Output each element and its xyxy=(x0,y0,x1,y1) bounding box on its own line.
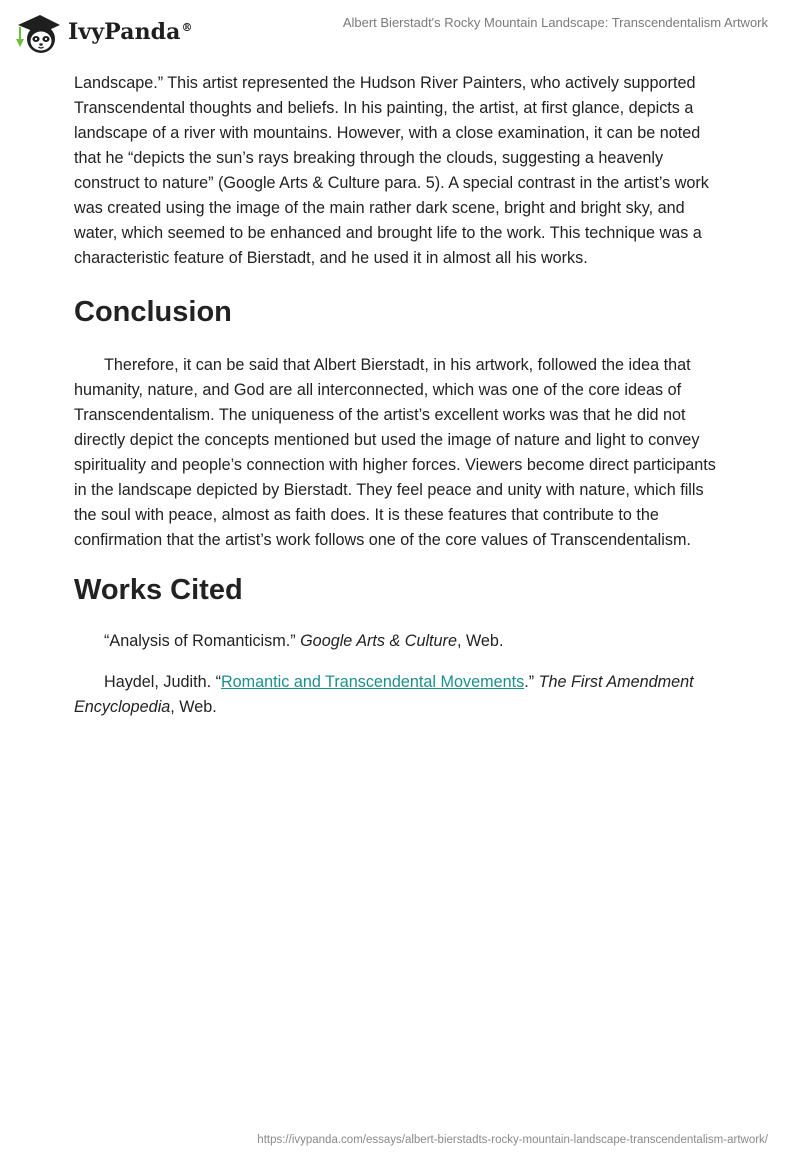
citation-item: Haydel, Judith. “Romantic and Transcendental Movements.” The First Amendment Encyclopedia, Web. xyxy=(74,673,694,716)
intro-paragraph: Landscape.” This artist represented the Hudson River Painters, who actively supported Transcendental thoughts and beliefs. In his painting, the artist, at first glance, depicts a landscape of a river with mountains. However, with a close examination, it can be noted that he “depicts the sun’s rays breaking through the clouds, suggesting a heavenly construct to nature” (Google Arts & Culture para. 5). A special contrast in the artist’s work was created using the image of the main rather dark scene, bright and bright sky, and water, which seemed to be enhanced and brought life to the work. This technique was a characteristic feature of Bierstadt, and he used it in almost all his works. xyxy=(74,74,709,267)
document-title: Albert Bierstadt's Rocky Mountain Landscape: Transcendentalism Artwork xyxy=(342,15,768,30)
page-header xyxy=(0,0,800,70)
conclusion-heading: Conclusion xyxy=(74,296,232,328)
panda-graduate-icon xyxy=(14,9,62,55)
citation-item: “Analysis of Romanticism.” Google Arts & Culture, Web. xyxy=(104,632,504,650)
conclusion-paragraph: Therefore, it can be said that Albert Bierstadt, in his artwork, followed the idea that humanity, nature, and God are all interconnected, which was one of the core ideas of Transcendentalism. The uniqueness of the artist’s excellent works was that he did not directly depict the concepts mentioned but used the image of nature and light to convey spirituality and people’s connection with higher forces. Viewers become direct participants in the landscape depicted by Bierstadt. They feel peace and unity with nature, which fills the soul with peace, almost as faith does. It is these features that contribute to the confirmation that the artist’s work follows one of the core values of Transcendentalism. xyxy=(74,356,716,549)
logo-wordmark: IvyPanda® xyxy=(68,19,193,45)
essay-content xyxy=(74,71,724,736)
works-cited-heading: Works Cited xyxy=(74,574,243,606)
citation-link[interactable]: Romantic and Transcendental Movements xyxy=(220,673,525,691)
ivypanda-logo[interactable] xyxy=(14,8,193,56)
page-url: https://ivypanda.com/essays/albert-bierstadts-rocky-mountain-landscape-transcendentalism-artwork/ xyxy=(257,1134,768,1146)
